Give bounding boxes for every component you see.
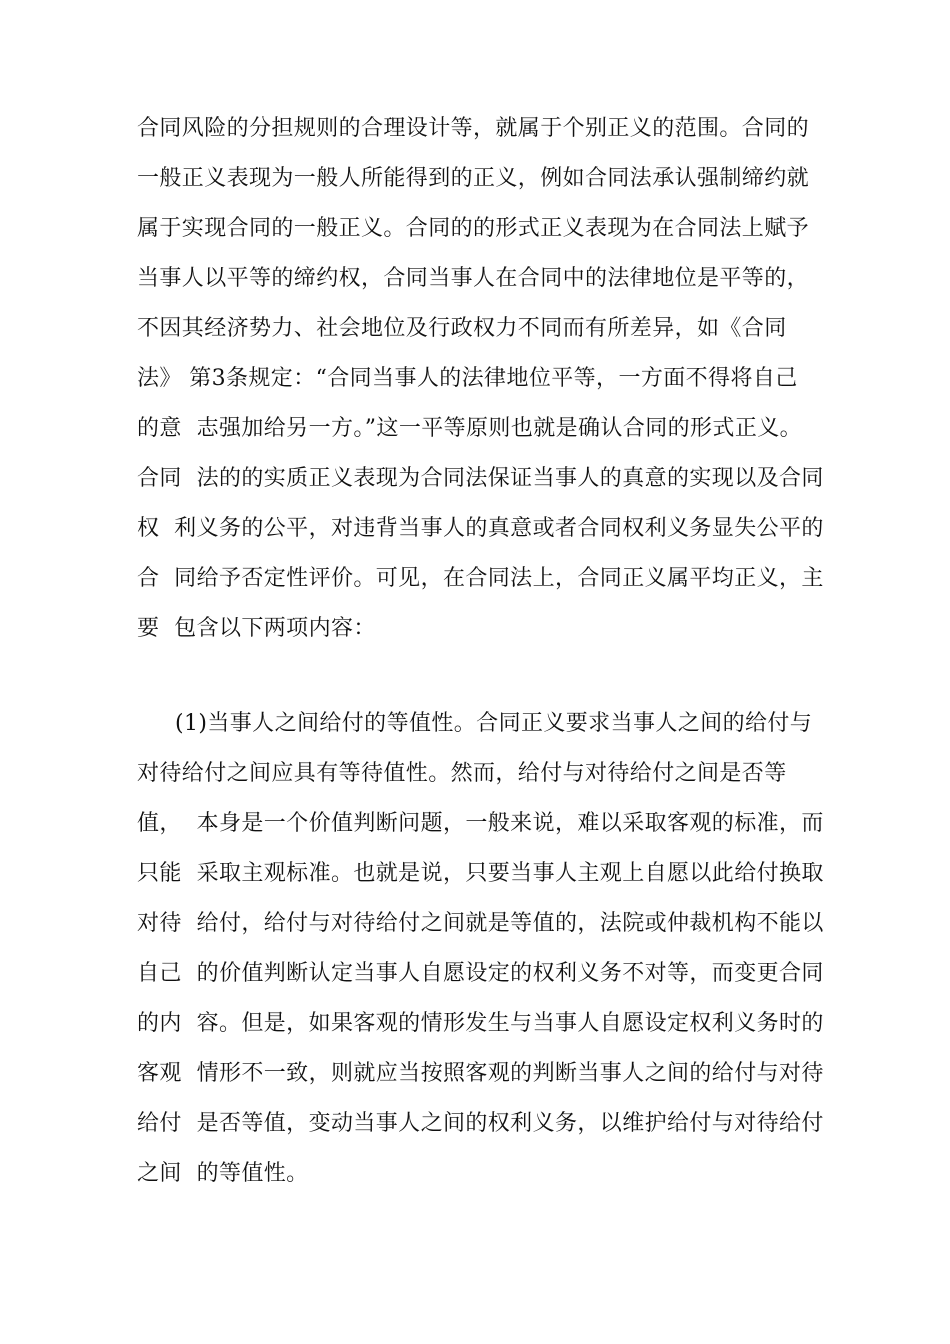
text-line: 当事人以平等的缔约权，合同当事人在合同中的法律地位是平等的，	[137, 266, 810, 291]
text-line: 客观 情形不一致，则就应当按照客观的判断当事人之间的给付与对待	[137, 1061, 824, 1086]
text-line: 的内 容。但是，如果客观的情形发生与当事人自愿设定权利义务时的	[137, 1011, 824, 1036]
text-line: 要 包含以下两项内容：	[137, 616, 376, 641]
text-line: 对待 给付，给付与对待给付之间就是等值的，法院或仲裁机构不能以	[137, 911, 824, 936]
text-line: 合同 法的的实质正义表现为合同法保证当事人的真意的实现以及合同	[137, 466, 824, 491]
text-line: 不因其经济势力、社会地位及行政权力不同而有所差异，如《合同	[137, 316, 787, 341]
text-line: 法》 第3条规定：“合同当事人的法律地位平等，一方面不得将自己	[137, 366, 798, 391]
text-line: (1)当事人之间给付的等值性。合同正义要求当事人之间的给付与	[175, 711, 813, 736]
text-line: 合 同给予否定性评价。可见，在合同法上，合同正义属平均正义，主	[137, 566, 824, 591]
text-line: 只能 采取主观标准。也就是说，只要当事人主观上自愿以此给付换取	[137, 861, 824, 886]
text-line: 权 利义务的公平，对违背当事人的真意或者合同权利义务显失公平的	[137, 516, 824, 541]
text-line: 自己 的价值判断认定当事人自愿设定的权利义务不对等，而变更合同	[137, 961, 824, 986]
text-line: 之间 的等值性。	[137, 1161, 309, 1186]
text-line: 合同风险的分担规则的合理设计等，就属于个别正义的范围。合同的	[137, 116, 810, 141]
text-line: 属于实现合同的一般正义。合同的的形式正义表现为在合同法上赋予	[137, 216, 810, 241]
text-line: 给付 是否等值，变动当事人之间的权利义务，以维护给付与对待给付	[137, 1111, 824, 1136]
text-line: 值， 本身是一个价值判断问题，一般来说，难以采取客观的标准，而	[137, 811, 824, 836]
text-line: 的意 志强加给另一方。”这一平等原则也就是确认合同的形式正义。	[137, 416, 803, 441]
text-line: 一般正义表现为一般人所能得到的正义，例如合同法承认强制缔约就	[137, 166, 810, 191]
text-line: 对待给付之间应具有等待值性。然而，给付与对待给付之间是否等	[137, 761, 787, 786]
